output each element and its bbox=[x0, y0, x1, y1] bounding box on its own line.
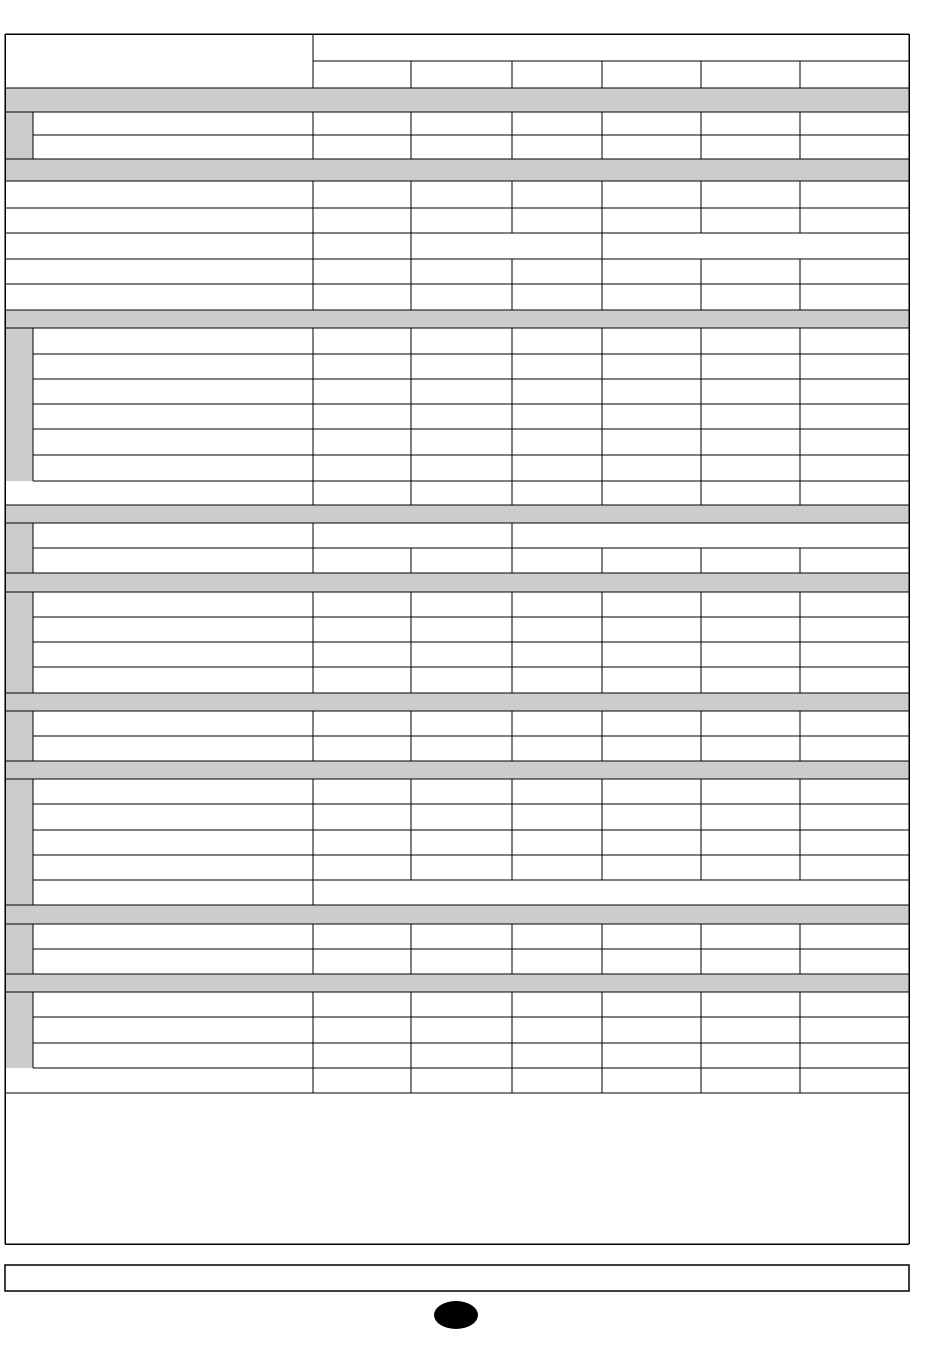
section-side-tab-3 bbox=[5, 328, 33, 481]
section-band-5 bbox=[5, 573, 909, 592]
table-grid bbox=[5, 34, 909, 1244]
section-band-6 bbox=[5, 693, 909, 711]
section-band-4 bbox=[5, 505, 909, 523]
section-side-tab-8 bbox=[5, 924, 33, 974]
section-band-3 bbox=[5, 310, 909, 328]
page-number-badge bbox=[434, 1301, 478, 1329]
section-bands bbox=[5, 88, 909, 1068]
footer-box bbox=[5, 1265, 909, 1291]
section-side-tab-7 bbox=[5, 779, 33, 905]
section-side-tab-1 bbox=[5, 112, 33, 159]
section-band-7 bbox=[5, 761, 909, 779]
section-side-tab-6 bbox=[5, 711, 33, 761]
section-side-tab-4 bbox=[5, 523, 33, 573]
section-band-1 bbox=[5, 88, 909, 112]
section-band-8 bbox=[5, 905, 909, 924]
section-side-tab-9 bbox=[5, 992, 33, 1068]
section-band-9 bbox=[5, 974, 909, 992]
section-side-tab-5 bbox=[5, 592, 33, 693]
section-band-2 bbox=[5, 159, 909, 181]
